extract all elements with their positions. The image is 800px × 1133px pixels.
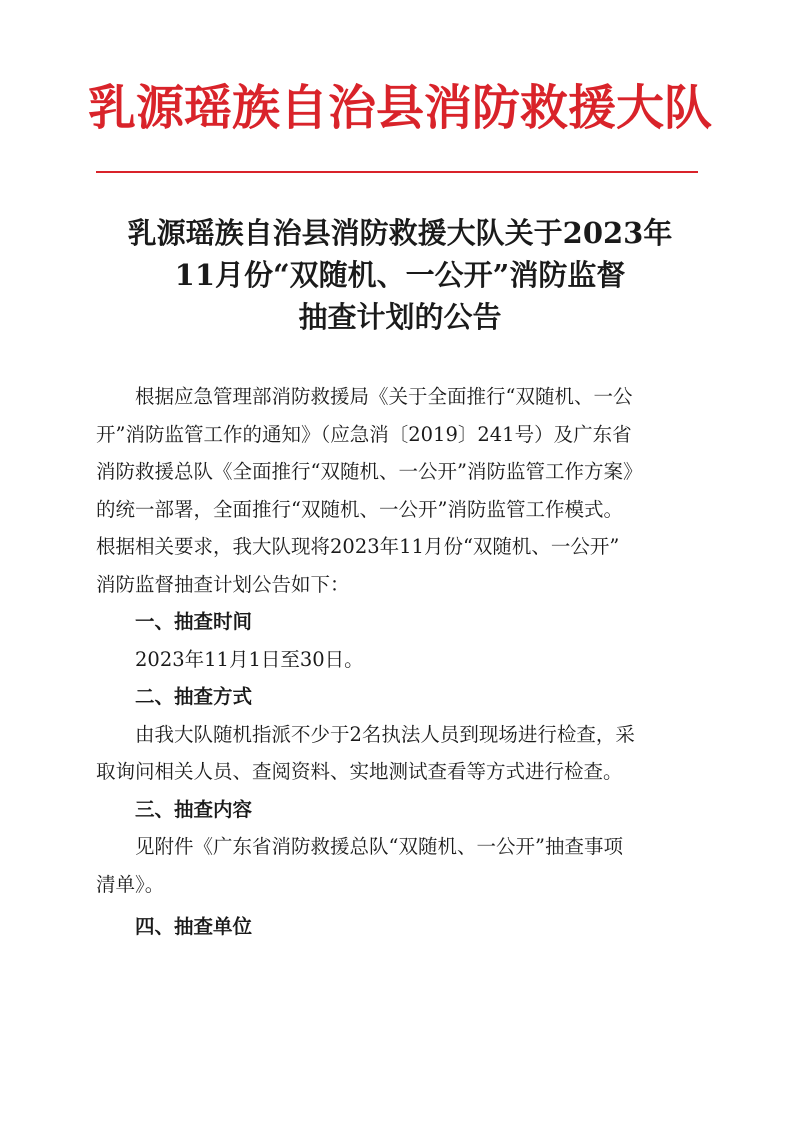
section-content-paragraph	[96, 828, 702, 903]
intro-paragraph	[96, 378, 702, 603]
intro-line: 根据相关要求，我大队现将2023年11月份“双随机、一公开”	[96, 535, 620, 558]
section-line: 由我大队随机指派不少于2名执法人员到现场进行检查，采	[135, 722, 635, 746]
title-line-2: 11月份“双随机、一公开”消防监督	[174, 258, 626, 292]
document-title	[0, 212, 800, 338]
section-line: 清单》。	[96, 872, 165, 896]
intro-line: 消防监督抽查计划公告如下：	[96, 572, 350, 596]
document-body	[96, 378, 702, 946]
masthead-title: 乳源瑶族自治县消防救援大队	[87, 80, 712, 136]
section-line: 2023年11月1日至30日。	[135, 647, 364, 671]
intro-line: 消防救援总队《全面推行“双随机、一公开”消防监管工作方案》	[96, 460, 643, 483]
section-line: 见附件《广东省消防救援总队“双随机、一公开”抽查事项	[135, 835, 623, 858]
section-heading-units: 四、抽查单位	[135, 915, 253, 938]
section-heading-method: 二、抽查方式	[135, 685, 253, 708]
intro-line: 的统一部署，全面推行“双随机、一公开”消防监管工作模式。	[96, 497, 623, 521]
intro-line: 根据应急管理部消防救援局《关于全面推行“双随机、一公	[135, 385, 633, 408]
intro-line: 开”消防监管工作的通知》（应急消〔2019〕241号）及广东省	[96, 422, 632, 446]
section-heading-time: 一、抽查时间	[135, 610, 253, 633]
masthead-red-rule	[96, 171, 698, 173]
title-line-1: 乳源瑶族自治县消防救援大队关于2023年	[127, 216, 673, 250]
section-line: 取询问相关人员、查阅资料、实地测试查看等方式进行检查。	[96, 760, 623, 783]
section-method-paragraph	[96, 716, 702, 791]
section-heading-content: 三、抽查内容	[135, 797, 253, 821]
section-time-paragraph	[96, 641, 702, 679]
title-line-3: 抽查计划的公告	[298, 300, 502, 334]
